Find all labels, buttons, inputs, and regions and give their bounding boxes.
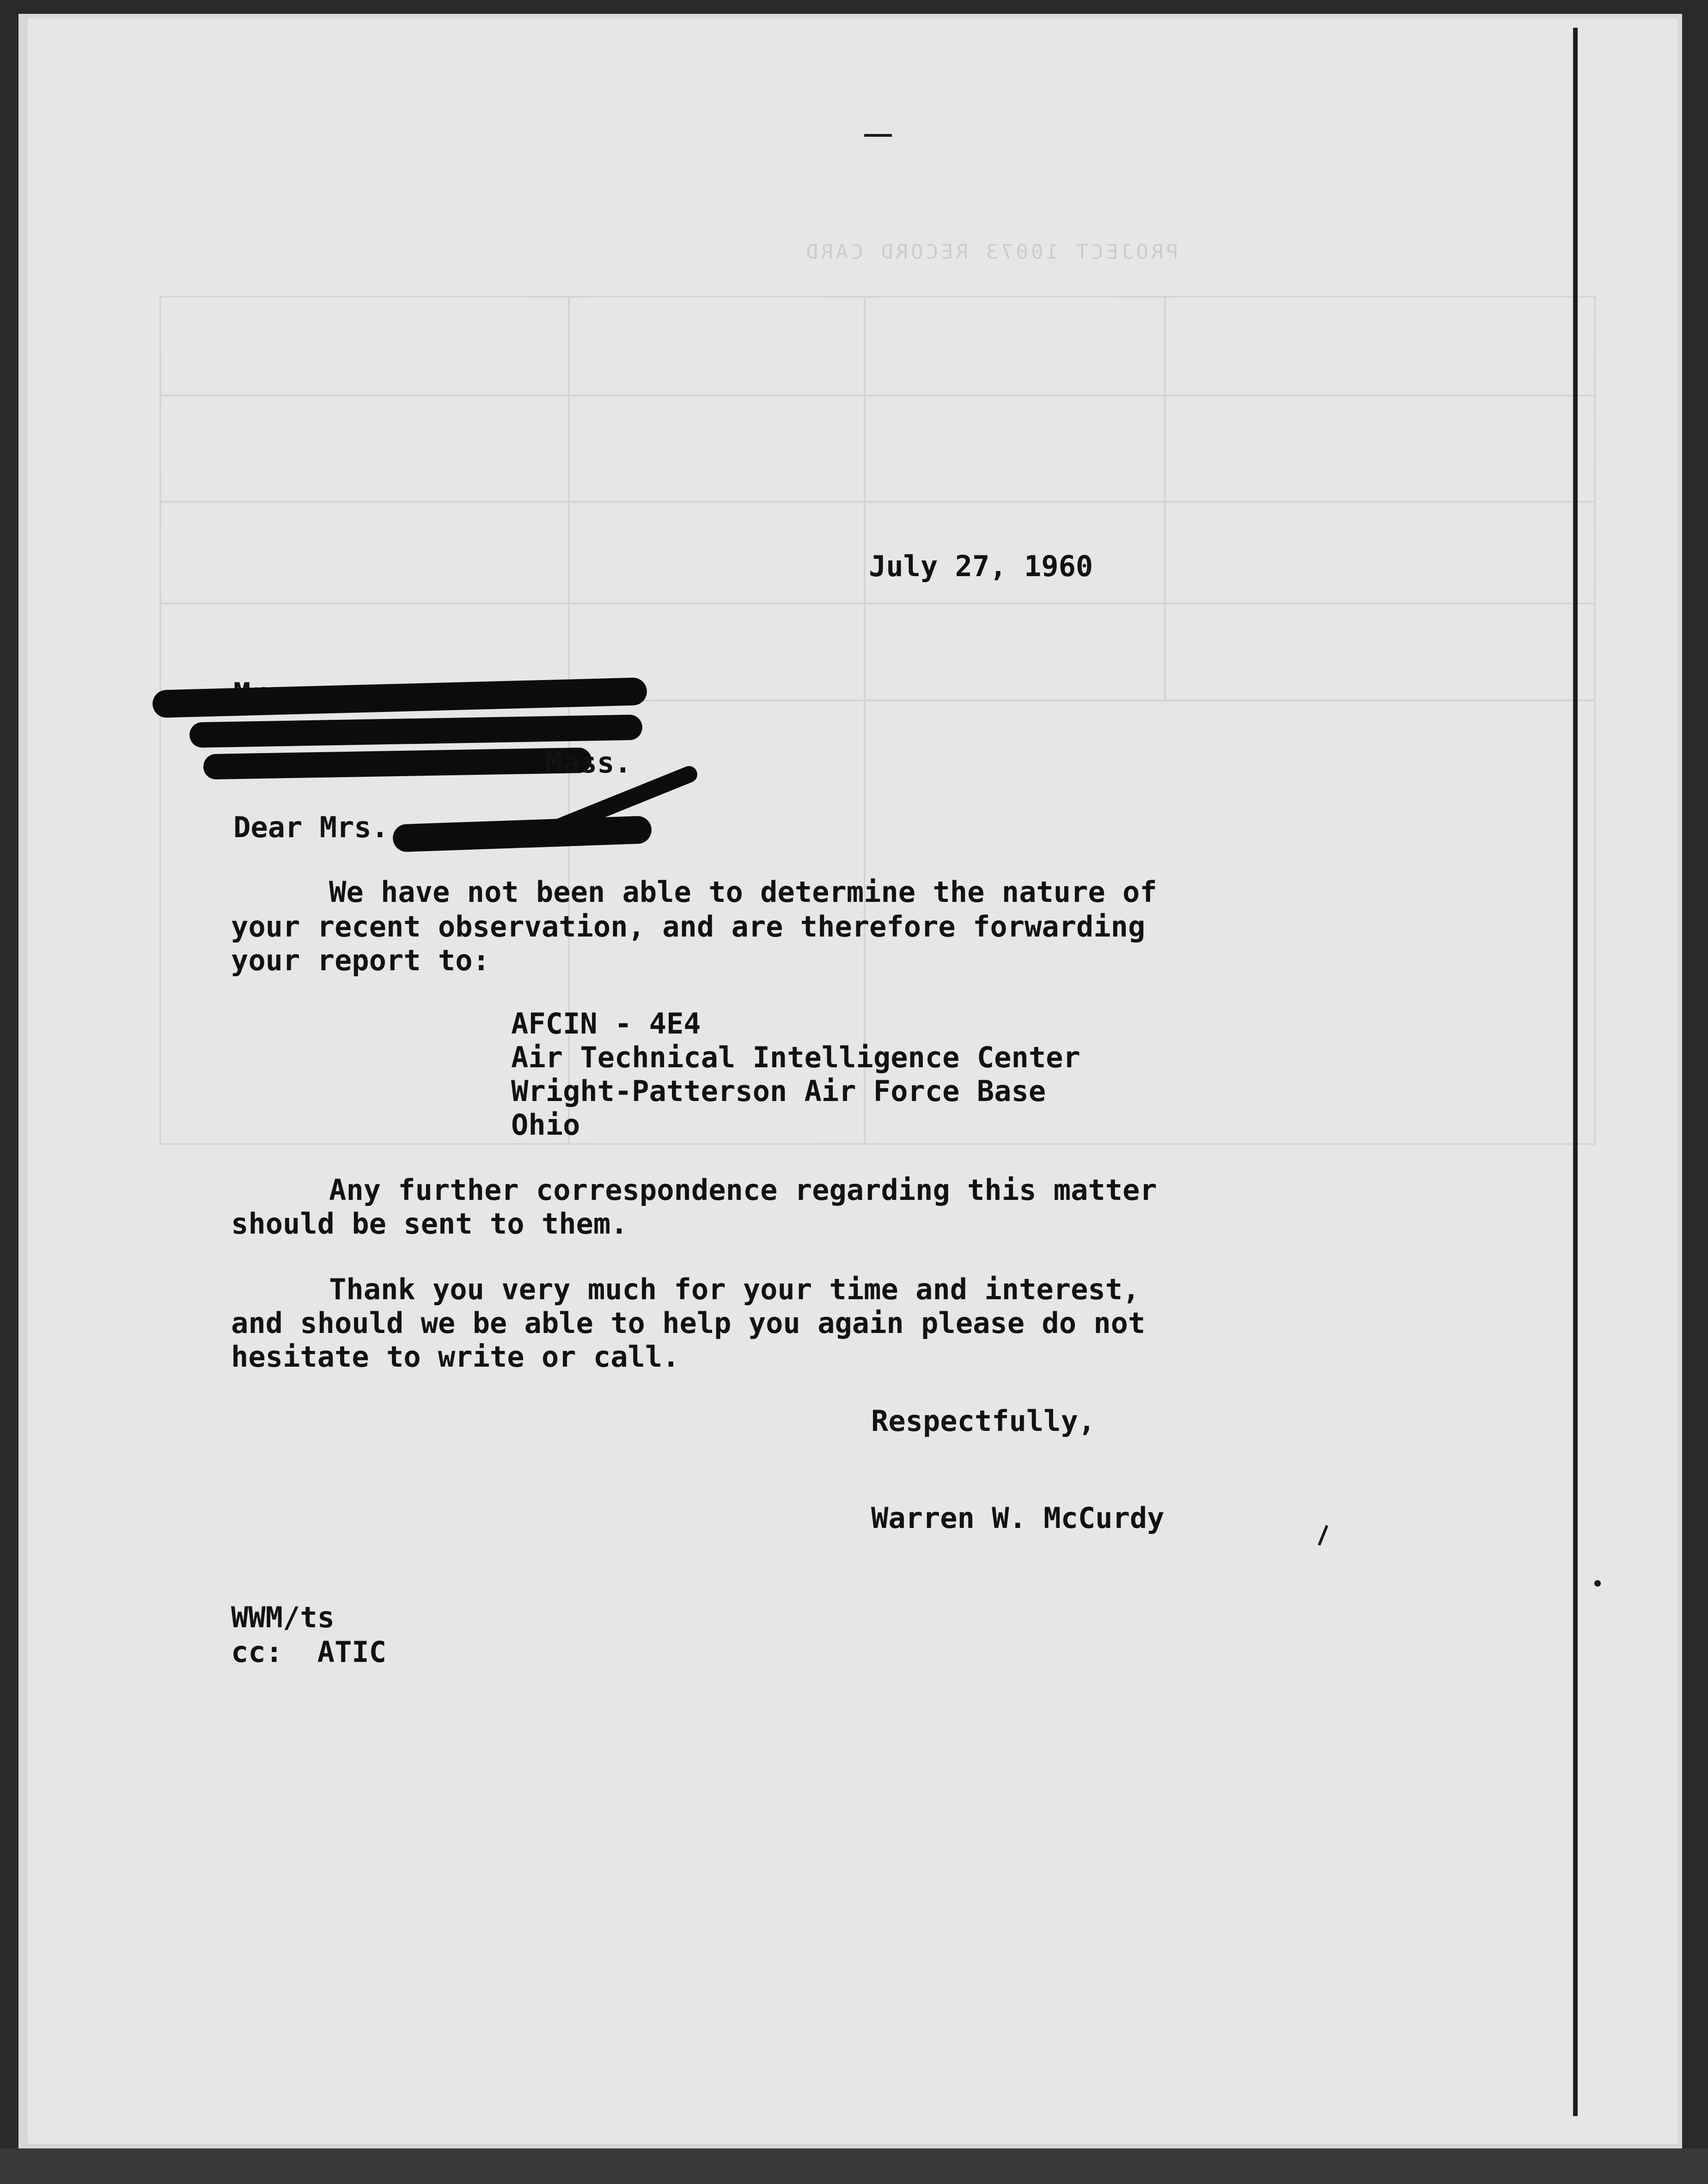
scan-edge-rule [1573, 28, 1578, 2116]
body-p1-line-1: We have not been able to determine the nature of [329, 875, 1157, 909]
body-p1-line-3: your report to: [231, 943, 490, 977]
address-line-1: AFCIN - 4E4 [511, 1007, 701, 1040]
letter-date: July 27, 1960 [869, 549, 1093, 583]
body-p2-line-1: Any further correspondence regarding this matter [329, 1173, 1157, 1207]
reference-initials: WWM/ts [231, 1600, 335, 1634]
salutation: Dear Mrs. [233, 810, 389, 844]
scan-dot [1594, 1580, 1601, 1587]
scan-border-bottom [0, 2148, 1708, 2184]
body-p3-line-2: and should we be able to help you again please do not [231, 1306, 1146, 1340]
scan-border-left [0, 0, 18, 2184]
bleed-through-form-title: PROJECT 10073 RECORD CARD [803, 240, 1178, 264]
body-p2-line-2: should be sent to them. [231, 1207, 628, 1241]
signer-name: Warren W. McCurdy [871, 1501, 1165, 1535]
recipient-line-3: Mass. [545, 746, 632, 779]
scan-border-right [1682, 0, 1708, 2184]
body-p3-line-1: Thank you very much for your time and interest, [329, 1272, 1140, 1306]
carbon-copy: cc: ATIC [231, 1635, 386, 1669]
body-p1-line-2: your recent observation, and are therefore forwarding [231, 910, 1146, 943]
address-line-3: Wright-Patterson Air Force Base [511, 1074, 1046, 1108]
scan-border-top [0, 0, 1708, 14]
scan-speck [864, 134, 892, 137]
address-line-4: Ohio [511, 1108, 580, 1142]
body-p3-line-3: hesitate to write or call. [231, 1340, 680, 1374]
address-line-2: Air Technical Intelligence Center [511, 1040, 1080, 1074]
closing: Respectfully, [871, 1404, 1096, 1438]
